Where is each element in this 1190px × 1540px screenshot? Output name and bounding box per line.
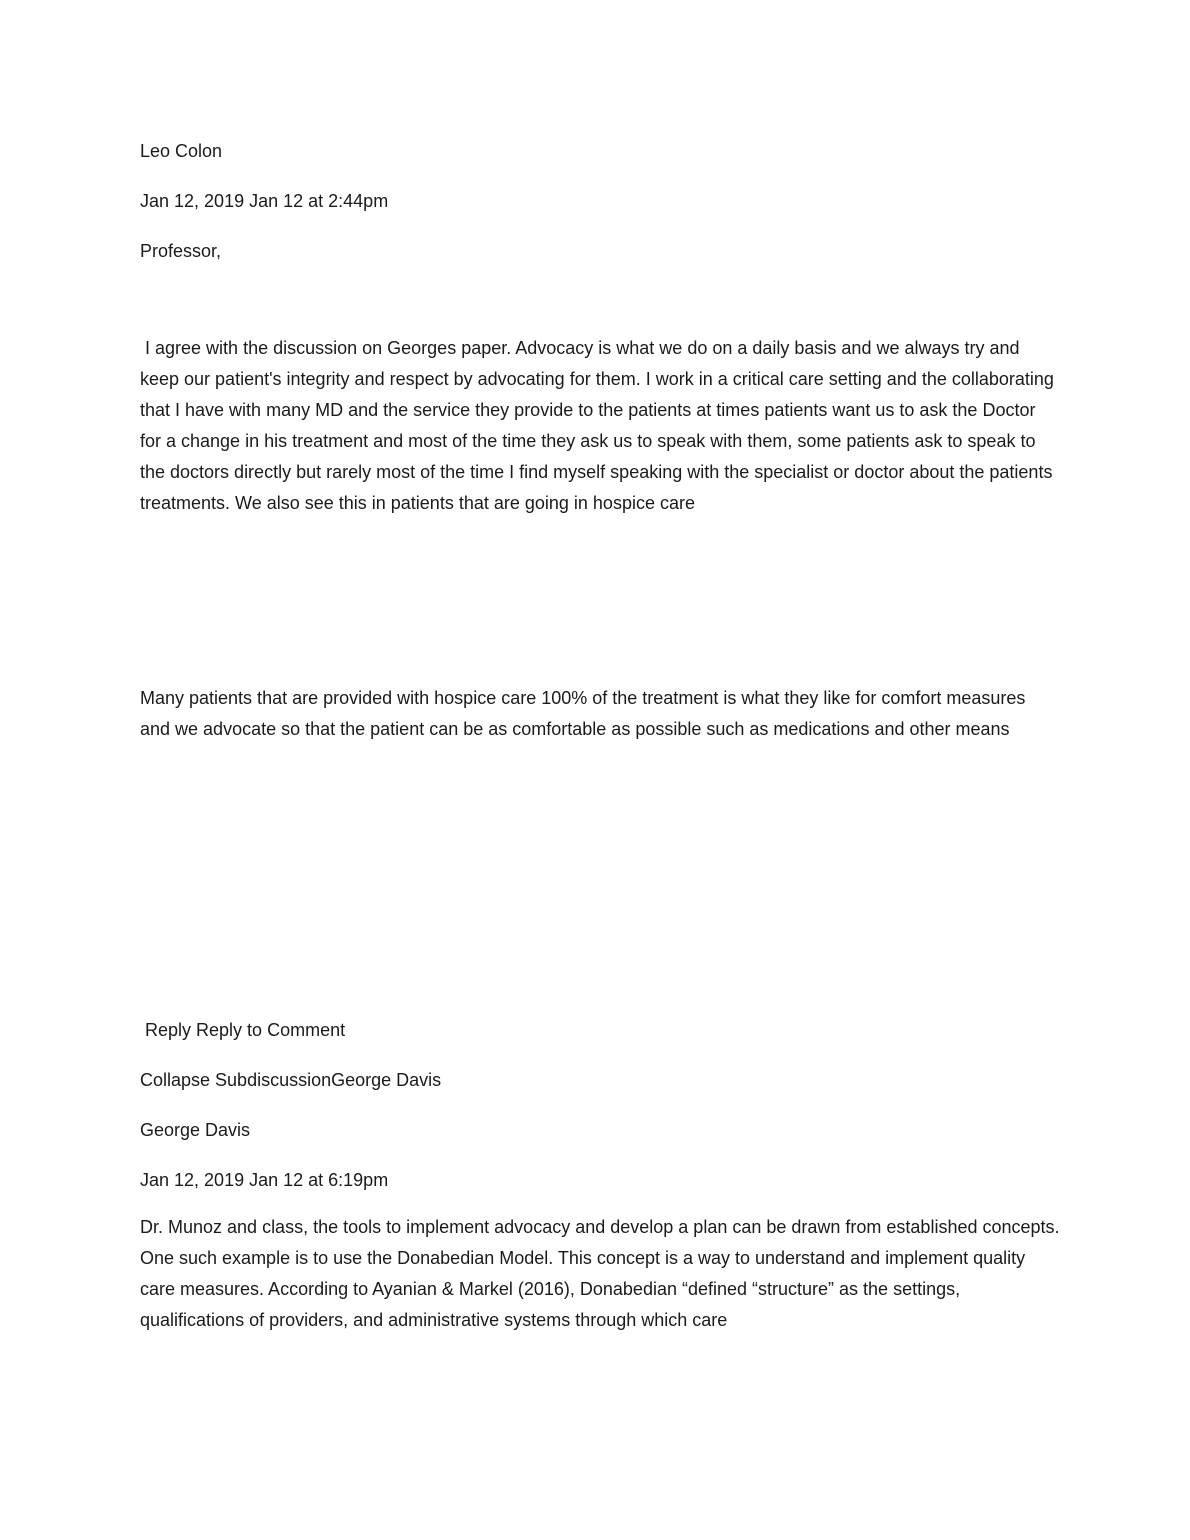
post1-salutation: Professor,: [140, 241, 222, 261]
reply-to-comment-link[interactable]: Reply Reply to Comment: [140, 1020, 346, 1040]
post2-author: George Davis: [140, 1120, 251, 1140]
collapse-subdiscussion-link[interactable]: Collapse SubdiscussionGeorge Davis: [140, 1070, 442, 1090]
post1-body-paragraph-1: I agree with the discussion on Georges paper. Advocacy is what we do on a daily basis and we always try and keep our patient's integrity and respect by advocating for them. I work in a critical care setting and the collaborating that I have with many MD and the service they provide to the patients at times patients want us to ask the Doctor for a change in his treatment and most of the time they ask us to speak with them, some patients ask to speak to the doctors directly but rarely most of the time I find myself speaking with the specialist or doctor about the patients treatments. We also see this in patients that are going in hospice care: [140, 338, 1059, 513]
post1-body-paragraph-2: Many patients that are provided with hospice care 100% of the treatment is what they like for comfort measures and we advocate so that the patient can be as comfortable as possible such as medications and other means: [140, 688, 1031, 739]
post1-author: Leo Colon: [140, 141, 223, 161]
post2-body-paragraph-1: Dr. Munoz and class, the tools to implement advocacy and develop a plan can be drawn from established concepts. One such example is to use the Donabedian Model. This concept is a way to understand and implement quality care measures. According to Ayanian & Markel (2016), Donabedian “defined “structure” as the settings, qualifications of providers, and administrative systems through which care: [140, 1217, 1065, 1330]
post2-date: Jan 12, 2019 Jan 12 at 6:19pm: [140, 1170, 389, 1190]
post1-date: Jan 12, 2019 Jan 12 at 2:44pm: [140, 191, 389, 211]
